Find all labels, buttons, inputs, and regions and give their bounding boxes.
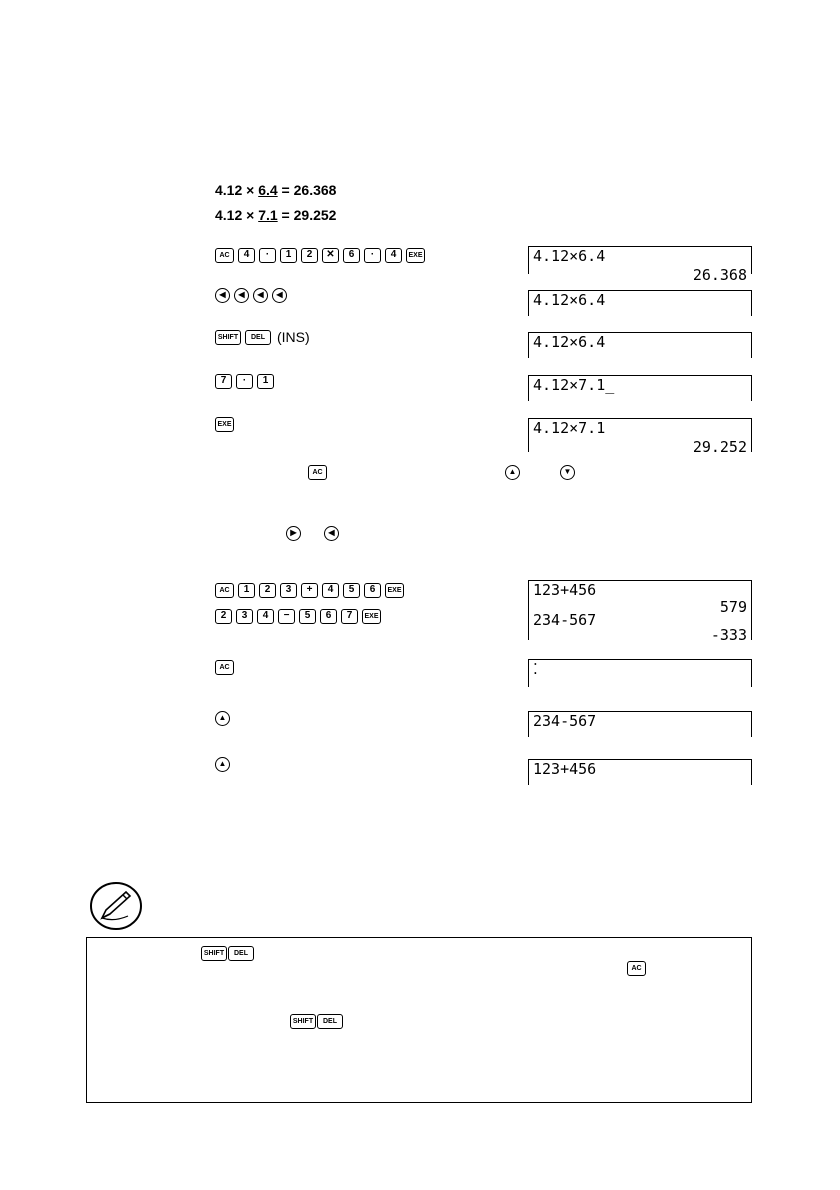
key-5[interactable]: 5 bbox=[343, 583, 360, 598]
key-sequence-9 bbox=[215, 708, 230, 728]
up-arrow-icon[interactable]: ▲ bbox=[215, 757, 230, 772]
note-shift-del-2 bbox=[290, 1011, 343, 1031]
display-line: 123+456 bbox=[533, 581, 597, 599]
display-screen-1 bbox=[528, 246, 752, 284]
key-1[interactable]: 1 bbox=[238, 583, 255, 598]
eq1-left: 4.12 × bbox=[215, 182, 259, 198]
equation-1 bbox=[215, 182, 336, 198]
pencil-note-icon bbox=[88, 880, 144, 932]
display-line: 234-567 bbox=[533, 712, 597, 730]
up-arrow-icon[interactable]: ▲ bbox=[505, 465, 520, 480]
ac-key[interactable]: AC bbox=[215, 248, 234, 263]
key-2[interactable]: 2 bbox=[259, 583, 276, 598]
exe-key[interactable]: EXE bbox=[385, 583, 404, 598]
shift-key[interactable]: SHIFT bbox=[215, 330, 241, 345]
eq1-result: = 26.368 bbox=[277, 182, 337, 198]
display-line: 123+456 bbox=[533, 760, 597, 778]
key-times[interactable]: ✕ bbox=[322, 248, 339, 263]
display-line: 4.12×6.4 bbox=[533, 333, 606, 351]
left-arrow-icon[interactable]: ◀ bbox=[324, 526, 339, 541]
key-sequence-5 bbox=[215, 414, 234, 434]
key-4[interactable]: 4 bbox=[257, 609, 274, 624]
display-screen-8 bbox=[528, 711, 752, 737]
left-arrow-icon[interactable]: ◀ bbox=[272, 288, 287, 303]
key-minus[interactable]: − bbox=[278, 609, 295, 624]
display-cursor: ⁚ bbox=[533, 660, 538, 678]
ac-key[interactable]: AC bbox=[308, 465, 327, 480]
display-screen-5 bbox=[528, 418, 752, 456]
display-result: 26.368 bbox=[692, 266, 747, 284]
key-7[interactable]: 7 bbox=[215, 374, 232, 389]
key-3[interactable]: 3 bbox=[236, 609, 253, 624]
display-screen-6 bbox=[528, 580, 752, 644]
ac-key[interactable]: AC bbox=[627, 961, 646, 976]
up-arrow-icon[interactable]: ▲ bbox=[215, 711, 230, 726]
del-key[interactable]: DEL bbox=[228, 946, 254, 961]
left-arrow-icon[interactable]: ◀ bbox=[234, 288, 249, 303]
right-arrow-icon[interactable]: ▶ bbox=[286, 526, 301, 541]
key-sequence-6 bbox=[215, 580, 404, 600]
eq1-underlined: 6.4 bbox=[258, 182, 278, 198]
display-result: 29.252 bbox=[692, 438, 747, 456]
del-key[interactable]: DEL bbox=[245, 330, 271, 345]
key-6[interactable]: 6 bbox=[343, 248, 360, 263]
display-line: 4.12×7.1_ bbox=[533, 376, 615, 394]
key-sequence-1 bbox=[215, 245, 425, 265]
key-plus[interactable]: + bbox=[301, 583, 318, 598]
display-line: 4.12×7.1 bbox=[533, 419, 606, 437]
key-6[interactable]: 6 bbox=[320, 609, 337, 624]
inline-down-ref bbox=[560, 462, 575, 482]
exe-key[interactable]: EXE bbox=[215, 417, 234, 432]
display-line: 234-567 bbox=[533, 611, 597, 629]
key-sequence-3 bbox=[215, 327, 310, 347]
exe-key[interactable]: EXE bbox=[406, 248, 425, 263]
ins-label: (INS) bbox=[277, 329, 310, 345]
display-screen-3 bbox=[528, 332, 752, 358]
inline-left-ref bbox=[324, 523, 339, 543]
down-arrow-icon[interactable]: ▼ bbox=[560, 465, 575, 480]
display-screen-4 bbox=[528, 375, 752, 401]
key-1[interactable]: 1 bbox=[257, 374, 274, 389]
display-screen-7 bbox=[528, 659, 752, 687]
left-arrow-icon[interactable]: ◀ bbox=[215, 288, 230, 303]
del-key[interactable]: DEL bbox=[317, 1014, 343, 1029]
key-7[interactable]: 7 bbox=[341, 609, 358, 624]
key-sequence-8 bbox=[215, 657, 234, 677]
key-sequence-10 bbox=[215, 754, 230, 774]
equation-2 bbox=[215, 207, 336, 223]
key-3[interactable]: 3 bbox=[280, 583, 297, 598]
key-6[interactable]: 6 bbox=[364, 583, 381, 598]
eq2-result: = 29.252 bbox=[277, 207, 337, 223]
note-ac-ref bbox=[627, 958, 646, 978]
key-dot[interactable]: · bbox=[259, 248, 276, 263]
shift-key[interactable]: SHIFT bbox=[201, 946, 227, 961]
eq2-underlined: 7.1 bbox=[258, 207, 278, 223]
note-box bbox=[86, 937, 752, 1103]
exe-key[interactable]: EXE bbox=[362, 609, 381, 624]
key-sequence-4 bbox=[215, 371, 274, 391]
inline-ac-ref bbox=[308, 462, 327, 482]
display-screen-2 bbox=[528, 290, 752, 316]
key-4[interactable]: 4 bbox=[238, 248, 255, 263]
ac-key[interactable]: AC bbox=[215, 660, 234, 675]
key-2[interactable]: 2 bbox=[215, 609, 232, 624]
shift-key[interactable]: SHIFT bbox=[290, 1014, 316, 1029]
key-5[interactable]: 5 bbox=[299, 609, 316, 624]
key-2[interactable]: 2 bbox=[301, 248, 318, 263]
display-screen-9 bbox=[528, 759, 752, 785]
key-dot[interactable]: · bbox=[364, 248, 381, 263]
key-4[interactable]: 4 bbox=[322, 583, 339, 598]
inline-right-ref bbox=[286, 523, 301, 543]
display-result: -333 bbox=[710, 626, 747, 644]
left-arrow-icon[interactable]: ◀ bbox=[253, 288, 268, 303]
key-1[interactable]: 1 bbox=[280, 248, 297, 263]
ac-key[interactable]: AC bbox=[215, 583, 234, 598]
note-shift-del-1 bbox=[201, 943, 254, 963]
key-sequence-2 bbox=[215, 285, 287, 305]
key-dot[interactable]: · bbox=[236, 374, 253, 389]
inline-up-ref bbox=[505, 462, 520, 482]
key-4[interactable]: 4 bbox=[385, 248, 402, 263]
key-sequence-7 bbox=[215, 606, 381, 626]
display-line: 4.12×6.4 bbox=[533, 291, 606, 309]
eq2-left: 4.12 × bbox=[215, 207, 259, 223]
display-line: 4.12×6.4 bbox=[533, 247, 606, 265]
display-result: 579 bbox=[719, 598, 747, 616]
